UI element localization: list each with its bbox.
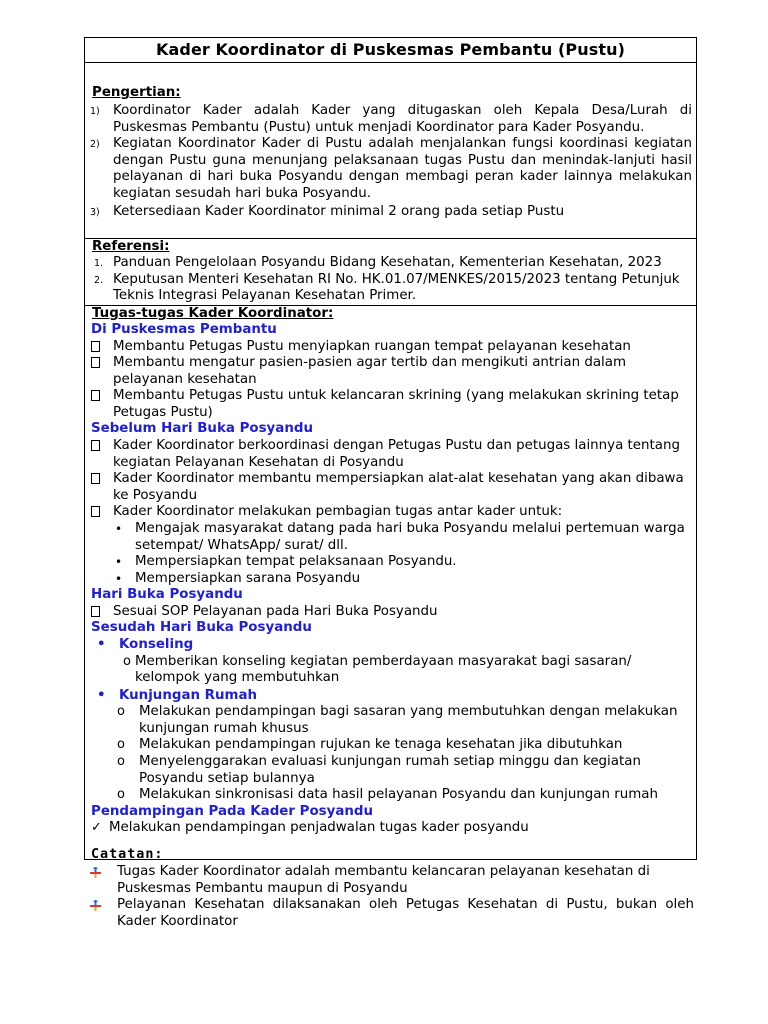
document-table [84, 37, 697, 929]
item-text: Melakukan sinkronisasi data hasil pelayanan Posyandu dan kunjungan rumah [139, 787, 658, 803]
list-item [85, 897, 696, 930]
list-item [85, 654, 696, 687]
item-text: Mempersiapkan sarana Posyandu [135, 570, 361, 586]
checkmark-icon: ✓ [91, 820, 102, 836]
item-text: Melakukan pendampingan penjadwalan tugas kader posyandu [109, 820, 529, 836]
list-item [85, 272, 696, 305]
item-number: 2. [94, 274, 104, 286]
subheading-sesudah: Sesudah Hari Buka Posyandu [91, 620, 312, 636]
item-text: Sesuai SOP Pelayanan pada Hari Buka Posyandu [113, 603, 438, 619]
item-number: 3) [90, 206, 100, 218]
bullet-icon: • [97, 636, 106, 652]
item-text: Tugas Kader Koordinator adalah membantu kelancaran pelayanan kesehatan di Puskesmas Pembantu maupun di Posyandu [117, 863, 650, 896]
circle-bullet-icon: o [123, 653, 131, 669]
bullet-icon: • [115, 521, 123, 536]
item-text: Pelayanan Kesehatan dilaksanakan oleh Petugas Kesehatan di Pustu, bukan oleh Kader Koordinator [117, 897, 694, 929]
list-item [85, 136, 696, 202]
circle-bullet-icon: o [117, 787, 125, 803]
list-item [85, 204, 696, 221]
section-pengertian [85, 63, 696, 239]
subheading-di-pustu: Di Puskesmas Pembantu [91, 322, 277, 337]
circle-bullet-icon: o [117, 704, 125, 720]
circle-bullet-icon: o [117, 737, 125, 753]
item-text: Memberikan konseling kegiatan pemberdayaan masyarakat bagi sasaran/ kelompok yang membutuhkan [135, 653, 632, 686]
list-item [85, 554, 696, 571]
item-text: Melakukan pendampingan rujukan ke tenaga kesehatan jika dibutuhkan [139, 737, 623, 753]
item-number: 1. [94, 258, 104, 269]
list-item [85, 754, 696, 787]
item-text: Melakukan pendampingan bagi sasaran yang membutuhkan dengan melakukan kunjungan rumah khusus [139, 704, 678, 736]
konseling-title: Konseling [119, 636, 194, 652]
pengertian-heading: Pengertian: [92, 85, 181, 100]
item-text: Membantu Petugas Pustu menyiapkan ruangan tempat pelayanan kesehatan [113, 338, 631, 354]
list-item [85, 521, 696, 554]
checkbox-icon [91, 606, 100, 617]
list-item [85, 438, 696, 471]
subheading-hari-buka: Hari Buka Posyandu [91, 587, 243, 603]
list-item [85, 864, 696, 897]
list-item [85, 103, 696, 136]
circle-bullet-icon: o [117, 754, 125, 770]
section-tugas [85, 306, 696, 929]
four-arrows-icon [90, 900, 101, 911]
item-number: 2) [90, 139, 100, 151]
list-item [85, 388, 696, 421]
checkbox-icon [91, 506, 100, 517]
list-item [85, 820, 696, 837]
item-text: Mempersiapkan tempat pelaksanaan Posyandu. [135, 554, 457, 570]
subheading-pendampingan: Pendampingan Pada Kader Posyandu [91, 803, 374, 819]
item-number: 1) [90, 106, 100, 117]
bullet-icon: • [97, 687, 106, 703]
item-text: Membantu mengatur pasien-pasien agar tertib dan mengikuti antrian dalam pelayanan kesehatan [113, 355, 627, 387]
list-item [85, 787, 696, 804]
checkbox-icon [91, 473, 100, 484]
tugas-heading: Tugas-tugas Kader Koordinator: [92, 306, 334, 321]
item-text: Membantu Petugas Pustu untuk kelancaran skrining (yang melakukan skrining tetap Petugas Pustu) [113, 388, 679, 420]
list-item [85, 471, 696, 504]
catatan-heading: Catatan: [91, 846, 164, 862]
bullet-icon: • [115, 571, 123, 586]
item-text: Kader Koordinator berkoordinasi dengan Petugas Pustu dan petugas lainnya tentang kegiatan Pelayanan Kesehatan di Posyandu [113, 437, 680, 470]
checkbox-icon [91, 357, 100, 368]
list-item [85, 339, 696, 356]
page-title: Kader Koordinator di Puskesmas Pembantu (Pustu) [85, 38, 696, 63]
subheading-sebelum: Sebelum Hari Buka Posyandu [91, 421, 313, 437]
list-item [85, 255, 696, 272]
item-text: Panduan Pengelolaan Posyandu Bidang Kesehatan, Kementerian Kesehatan, 2023 [113, 255, 662, 270]
bullet-icon: • [115, 555, 123, 570]
four-arrows-icon [90, 867, 101, 878]
item-text: Keputusan Menteri Kesehatan RI No. HK.01.07/MENKES/2015/2023 tentang Petunjuk Teknis Integrasi Pelayanan Kesehatan Primer. [113, 271, 680, 304]
section-referensi [85, 239, 696, 306]
referensi-heading: Referensi: [92, 239, 170, 254]
kunjungan-title: Kunjungan Rumah [119, 687, 258, 703]
checkbox-icon [91, 440, 100, 451]
konseling-heading [85, 637, 696, 654]
item-text: Ketersediaan Kader Koordinator minimal 2 orang pada setiap Pustu [113, 203, 565, 219]
item-text: Kader Koordinator melakukan pembagian tugas antar kader untuk: [113, 504, 563, 520]
item-text: Koordinator Kader adalah Kader yang ditugaskan oleh Kepala Desa/Lurah di Puskesmas Pembantu (Pustu) untuk menjadi Koordinator para Kader Posyandu. [113, 103, 692, 135]
kunjungan-heading [85, 688, 696, 705]
item-text: Kader Koordinator membantu mempersiapkan alat-alat kesehatan yang akan dibawa ke Posyandu [113, 471, 684, 503]
list-item [85, 355, 696, 388]
list-item [85, 737, 696, 754]
item-text: Menyelenggarakan evaluasi kunjungan rumah setiap minggu dan kegiatan Posyandu setiap bulannya [139, 754, 641, 786]
item-text: Kegiatan Koordinator Kader di Pustu adalah menjalankan fungsi koordinasi kegiatan dengan Pustu guna menunjang pelaksanaan tugas Pustu dan menindak-lanjuti hasil pelayanan di hari buka Posyandu dengan membagi peran kader lainnya melakukan kegiatan sesudah hari buka Posyandu. [113, 136, 692, 201]
list-item [85, 504, 696, 521]
list-item [85, 571, 696, 588]
item-text: Mengajak masyarakat datang pada hari buka Posyandu melalui pertemuan warga setempat/ WhatsApp/ surat/ dll. [135, 520, 685, 553]
checkbox-icon [91, 390, 100, 401]
checkbox-icon [91, 341, 100, 352]
list-item [85, 704, 696, 737]
list-item [85, 604, 696, 621]
